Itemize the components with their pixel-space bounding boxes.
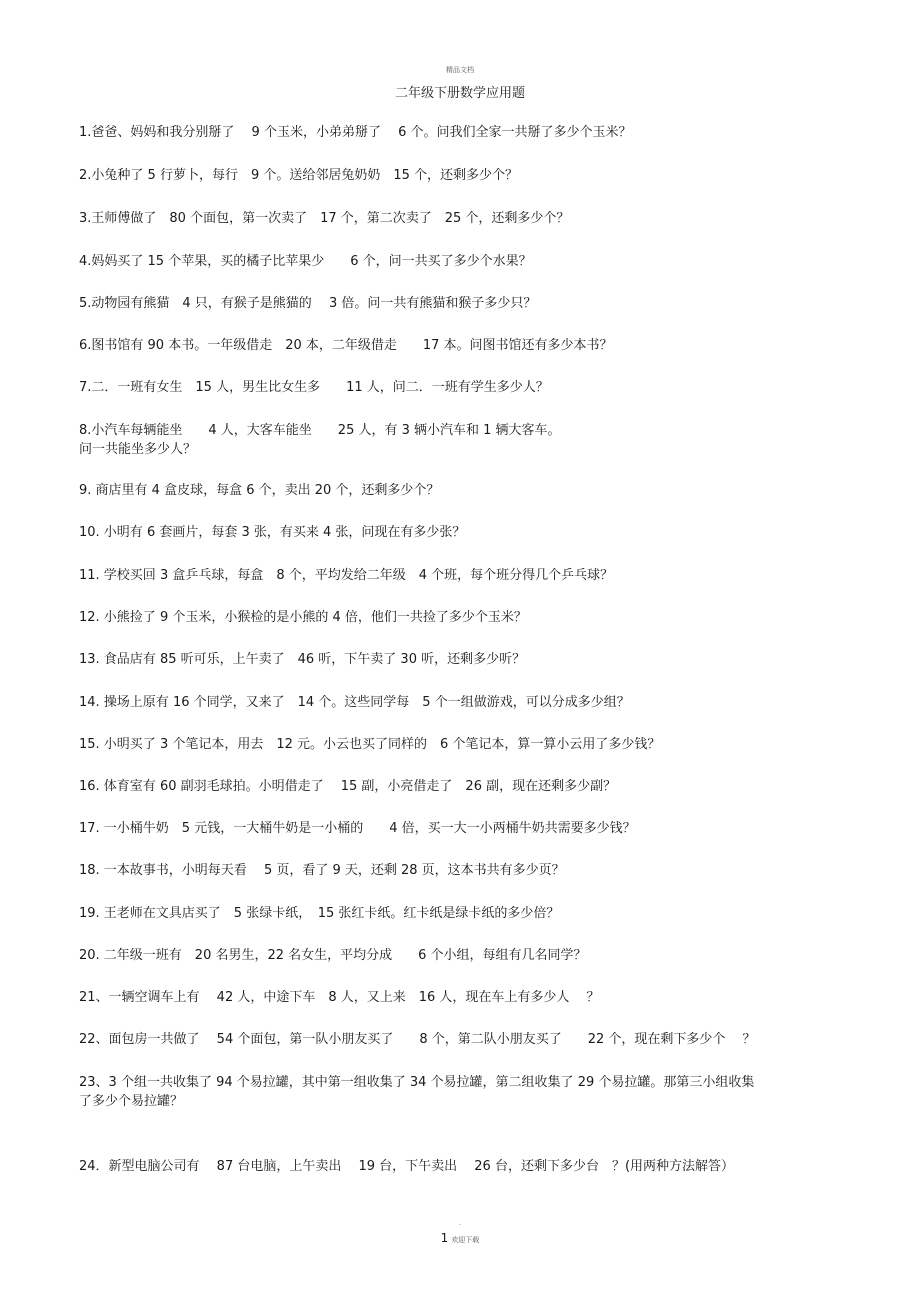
problem-4: 4.妈妈买了 15 个苹果，买的橘子比苹果少 6 个，问一共买了多少个水果？ [79, 254, 532, 269]
problem-12: 12. 小熊捡了 9 个玉米，小猴检的是小熊的 4 倍，他们一共捡了多少个玉米？ [79, 610, 527, 625]
problem-11: 11. 学校买回 3 盒乒乓球，每盒 8 个，平均发给二年级 4 个班，每个班分得几个乒乓球？ [79, 568, 614, 583]
problem-15: 15. 小明买了 3 个笔记本，用去 12 元。小云也买了同样的 6 个笔记本，算一算小云用了多少钱？ [79, 737, 661, 752]
problem-6: 6.图书馆有 90 本书。一年级借走 20 本，二年级借走 17 本。问图书馆还有多少本书？ [79, 338, 613, 353]
problem-10: 10. 小明有 6 套画片，每套 3 张，有买来 4 张，问现在有多少张？ [79, 525, 466, 540]
problem-19: 19. 王老师在文具店买了 5 张绿卡纸， 15 张红卡纸。红卡纸是绿卡纸的多少倍？ [79, 906, 560, 921]
problem-1: 1.爸爸、妈妈和我分别掰了 9 个玉米，小弟弟掰了 6 个。问我们全家一共掰了多少个玉米？ [79, 125, 632, 140]
page-footer [0, 1220, 920, 1246]
problem-8: 8.小汽车每辆能坐 4 人，大客车能坐 25 人，有 3 辆小汽车和 1 辆大客车。 问一共能坐多少人？ [79, 423, 561, 457]
problem-18: 18. 一本故事书，小明每天看 5 页，看了 9 天，还剩 28 页，这本书共有多少页？ [79, 863, 565, 878]
problem-22: 22、面包房一共做了 54 个面包，第一队小朋友买了 8 个，第二队小朋友买了 22 个，现在剩下多少个 ？ [79, 1032, 756, 1047]
problem-21: 21、一辆空调车上有 42 人，中途下车 8 人，又上来 16 人，现在车上有多少人 ？ [79, 990, 600, 1005]
problem-3: 3.王师傅做了 80 个面包，第一次卖了 17 个，第二次卖了 25 个，还剩多少个？ [79, 211, 570, 226]
problem-14: 14. 操场上原有 16 个同学，又来了 14 个。这些同学每 5 个一组做游戏，可以分成多少组？ [79, 695, 630, 710]
problem-17: 17. 一小桶牛奶 5 元钱，一大桶牛奶是一小桶的 4 倍，买一大一小两桶牛奶共需要多少钱？ [79, 821, 636, 836]
footer-dot: . [458, 1219, 462, 1227]
problem-24: 24．新型电脑公司有 87 台电脑，上午卖出 19 台，下午卖出 26 台，还剩下多少台 ？(用两种方法解答） [79, 1159, 735, 1174]
footer-text: 欢迎下载 [451, 1236, 480, 1244]
problem-9: 9. 商店里有 4 盒皮球，每盒 6 个，卖出 20 个，还剩多少个？ [79, 483, 440, 498]
problem-20: 20. 二年级一班有 20 名男生，22 名女生，平均分成 6 个小组，每组有几名同学？ [79, 948, 587, 963]
problem-7: 7.二．一班有女生 15 人，男生比女生多 11 人，问二．一班有学生多少人？ [79, 380, 549, 395]
problem-16: 16. 体育室有 60 副羽毛球拍。小明借走了 15 副，小亮借走了 26 副，现在还剩多少副？ [79, 779, 617, 794]
problem-5: 5.动物园有熊猫 4 只，有猴子是熊猫的 3 倍。问一共有熊猫和猴子多少只？ [79, 296, 537, 311]
problem-13: 13. 食品店有 85 听可乐，上午卖了 46 听，下午卖了 30 听，还剩多少听？ [79, 652, 526, 667]
document-title: 二年级下册数学应用题 [394, 86, 525, 101]
header-top-label: 精品文档 [446, 66, 474, 74]
problem-2: 2.小兔种了 5 行萝卜，每行 9 个。送给邻居兔奶奶 15 个，还剩多少个？ [79, 168, 519, 183]
page-number: 1 [440, 1231, 449, 1245]
problem-23: 23、3 个组一共收集了 94 个易拉罐，其中第一组收集了 34 个易拉罐，第二组收集了 29 个易拉罐。那第三小组收集 了多少个易拉罐？ [79, 1075, 755, 1109]
